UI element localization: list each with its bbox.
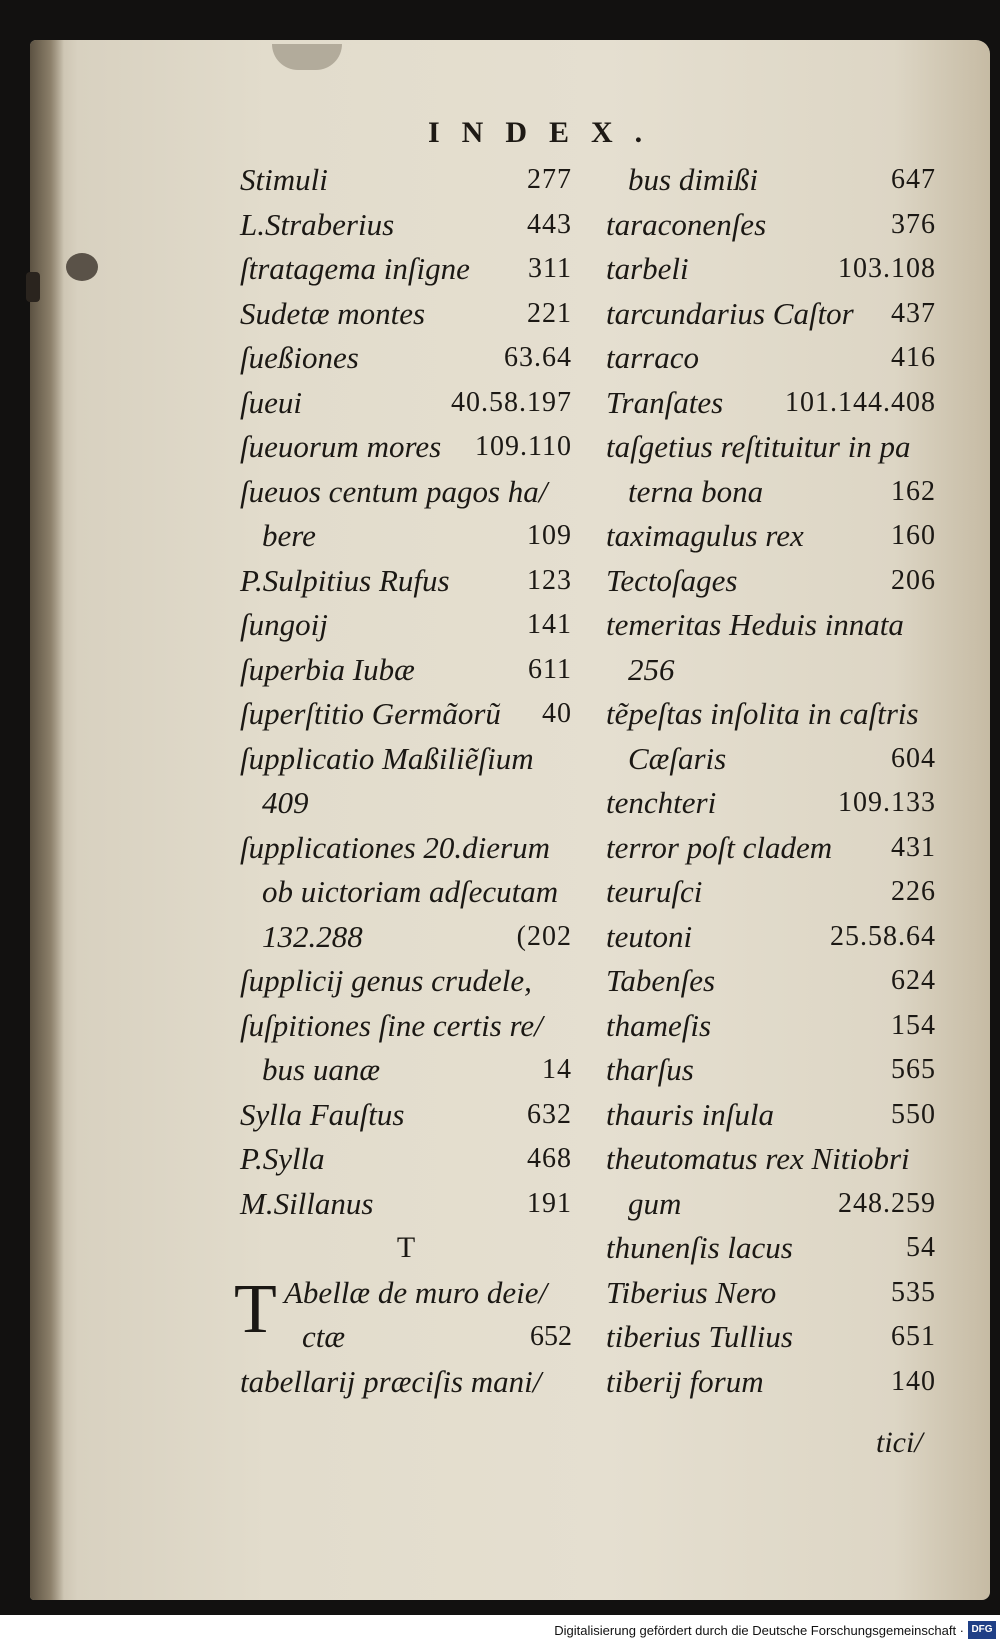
- page-reference: 109: [527, 520, 572, 551]
- index-entry: [240, 1137, 572, 1182]
- page-reference: 162: [891, 475, 936, 507]
- index-term: 256: [628, 651, 675, 687]
- index-term: teuruſci: [606, 874, 703, 909]
- index-entry: [606, 1004, 936, 1049]
- page-reference: 535: [891, 1276, 936, 1308]
- page-reference: 206: [891, 564, 936, 596]
- index-term: ſtratagema inſigne: [240, 251, 470, 286]
- index-entry: [606, 1048, 936, 1093]
- footer-credit: Digitalisierung gefördert durch die Deutsche Forschungsgemeinschaft ·: [554, 1623, 964, 1638]
- ink-spot: [66, 253, 98, 281]
- index-term: ſupplicij genus crudele,: [240, 963, 532, 998]
- page-reference: 651: [891, 1321, 936, 1352]
- index-term: thameſis: [606, 1007, 712, 1043]
- index-term: ſuperbia Iubæ: [240, 651, 415, 687]
- index-term: ſueßiones: [240, 340, 359, 375]
- index-entry: [606, 781, 936, 826]
- index-entry: [240, 1004, 572, 1049]
- index-term: L.Straberius: [240, 206, 395, 242]
- index-entry: [606, 203, 936, 248]
- index-column-right: [606, 158, 936, 1404]
- index-term: taximagulus rex: [606, 518, 804, 553]
- page-reference: 40: [542, 698, 572, 729]
- index-term: ob uictoriam adſecutam: [262, 874, 559, 909]
- index-term: taſgetius reſtituitur in pa: [606, 429, 911, 464]
- index-term: terror poſt cladem: [606, 829, 833, 865]
- index-term: T: [396, 1231, 416, 1264]
- index-entry: [606, 959, 936, 1004]
- index-term: thauris inſula: [606, 1096, 774, 1132]
- index-term: tarraco: [606, 340, 699, 375]
- index-entry: [240, 470, 572, 515]
- page-reference: 221: [527, 297, 572, 329]
- index-entry: [240, 959, 572, 1004]
- index-term: 132.288: [262, 918, 363, 954]
- page-reference: 25.58.64: [830, 920, 936, 952]
- index-term: terna bona: [628, 473, 764, 509]
- catchword: tici/: [876, 1426, 923, 1459]
- index-term: tẽpeſtas inſolita in caſtris: [606, 696, 919, 731]
- index-term: Sylla Fauſtus: [240, 1096, 405, 1132]
- index-entry: [240, 292, 572, 337]
- index-term: tarbeli: [606, 251, 689, 286]
- index-column-left: [234, 158, 572, 1404]
- dfg-logo-icon: DFG: [968, 1621, 996, 1639]
- index-entry: [240, 603, 572, 648]
- index-term: ctæ: [302, 1319, 346, 1354]
- page-reference: 624: [891, 965, 936, 996]
- index-entry: [606, 1093, 936, 1138]
- page-reference: 376: [891, 208, 936, 240]
- page-reference: 565: [891, 1054, 936, 1085]
- page-reference: 652: [530, 1321, 572, 1352]
- index-term: tabellarij præciſis mani/: [240, 1363, 542, 1399]
- page-reference: 14: [542, 1054, 572, 1085]
- page-reference: 40.58.197: [451, 386, 572, 418]
- page-reference: 101.144.408: [785, 386, 936, 418]
- page-reference: 54: [906, 1232, 936, 1263]
- page-reference: 604: [891, 742, 936, 774]
- page-reference: 431: [891, 831, 936, 863]
- index-entry: [606, 247, 936, 292]
- page-reference: 191: [527, 1187, 572, 1219]
- index-term: ſuſpitiones ſine certis re/: [240, 1007, 543, 1043]
- footer-bar: [0, 1615, 1000, 1649]
- index-term: tharſus: [606, 1052, 694, 1087]
- index-entry: [606, 1271, 936, 1316]
- page-reference: (202: [516, 920, 572, 952]
- index-term: Cæſaris: [628, 740, 727, 776]
- index-entry: [240, 514, 572, 559]
- index-entry: [606, 158, 936, 203]
- index-term: tarcundarius Caſtor: [606, 295, 854, 331]
- index-term: tenchteri: [606, 785, 717, 820]
- page-reference: 611: [528, 653, 572, 685]
- index-entry: [240, 870, 572, 915]
- index-entry: [240, 1360, 572, 1405]
- index-term: Sudetæ montes: [240, 295, 426, 331]
- page-reference: 468: [527, 1143, 572, 1174]
- index-term: Abellæ de muro deie/: [284, 1274, 548, 1310]
- index-term: bus dimißi: [628, 162, 759, 197]
- index-term: ſueuorum mores: [240, 429, 442, 464]
- ink-spot: [26, 272, 40, 302]
- index-term: ſueuos centum pagos ha/: [240, 473, 548, 509]
- index-term: Tabenſes: [606, 963, 716, 998]
- index-term: ſuperſtitio Germãorũ: [240, 696, 501, 731]
- drop-cap-initial: T: [234, 1270, 277, 1348]
- page-reference: 311: [528, 253, 572, 284]
- index-entry: [606, 603, 936, 648]
- index-entry: [606, 915, 936, 960]
- index-entry: [240, 247, 572, 292]
- index-term: gum: [628, 1185, 682, 1221]
- page-reference: 140: [891, 1365, 936, 1397]
- index-term: P.Sylla: [240, 1141, 325, 1176]
- index-term: Stimuli: [240, 162, 328, 197]
- index-entry: [240, 692, 572, 737]
- index-term: Tectoſages: [606, 562, 738, 598]
- index-entry: [606, 648, 936, 693]
- page-reference: 160: [891, 520, 936, 551]
- dropcap-entry: [234, 1270, 572, 1360]
- index-entry: [606, 425, 936, 470]
- index-term: Tiberius Nero: [606, 1274, 777, 1310]
- index-term: ſueui: [240, 384, 302, 420]
- index-entry: [240, 158, 572, 203]
- index-entry: [240, 425, 572, 470]
- index-entry: [240, 1182, 572, 1227]
- index-entry: [606, 1360, 936, 1405]
- index-entry: [240, 559, 572, 604]
- index-term: teutoni: [606, 918, 693, 954]
- index-entry: [606, 1315, 936, 1360]
- index-entry: [240, 648, 572, 693]
- index-entry: [606, 292, 936, 337]
- page-reference: 248.259: [838, 1187, 936, 1219]
- page-reference: 226: [891, 876, 936, 907]
- index-term: bus uanæ: [262, 1052, 380, 1087]
- index-term: tiberius Tullius: [606, 1319, 793, 1354]
- index-term: taraconenſes: [606, 206, 767, 242]
- index-term: ſupplicatio Maßiliẽſium: [240, 740, 534, 776]
- index-term: temeritas Heduis innata: [606, 607, 904, 642]
- index-entry: [240, 1226, 572, 1271]
- index-entry: [606, 1226, 936, 1271]
- index-entry: [606, 826, 936, 871]
- page-reference: 277: [527, 164, 572, 195]
- page-reference: 443: [527, 208, 572, 240]
- page-reference: 632: [527, 1098, 572, 1130]
- index-term: M.Sillanus: [240, 1185, 374, 1221]
- index-entry: [240, 381, 572, 426]
- page-reference: 416: [891, 342, 936, 373]
- page-reference: 647: [891, 164, 936, 195]
- index-term: ſupplicationes 20.dierum: [240, 829, 550, 865]
- index-entry: [606, 381, 936, 426]
- page-reference: 103.108: [838, 253, 936, 284]
- index-entry: [606, 470, 936, 515]
- index-entry: [606, 870, 936, 915]
- index-term: bere: [262, 518, 316, 553]
- page-header: INDEX.: [428, 116, 665, 149]
- index-entry: [240, 1093, 572, 1138]
- page-reference: 63.64: [504, 342, 572, 373]
- index-entry: [606, 559, 936, 604]
- index-term: thunenſis lacus: [606, 1230, 793, 1265]
- index-term: theutomatus rex Nitiobri: [606, 1141, 910, 1176]
- index-entry: [606, 514, 936, 559]
- index-entry: [240, 1048, 572, 1093]
- index-entry: [606, 1182, 936, 1227]
- index-entry: [240, 781, 572, 826]
- index-entry: [606, 336, 936, 381]
- index-term: 409: [262, 785, 309, 820]
- index-entry: [240, 737, 572, 782]
- page-reference: 109.133: [838, 787, 936, 818]
- page-reference: 141: [527, 609, 572, 640]
- index-entry: [606, 1137, 936, 1182]
- index-term: tiberij forum: [606, 1363, 764, 1399]
- index-entry: [606, 692, 936, 737]
- index-entry: [240, 826, 572, 871]
- page-reference: 154: [891, 1009, 936, 1041]
- index-entry: [240, 203, 572, 248]
- page-reference: 550: [891, 1098, 936, 1130]
- index-term: ſungoij: [240, 607, 328, 642]
- index-term: Tranſates: [606, 384, 724, 420]
- index-entry: [240, 336, 572, 381]
- index-entry: [606, 737, 936, 782]
- index-entry: [240, 915, 572, 960]
- page-reference: 123: [527, 564, 572, 596]
- page-reference: 437: [891, 297, 936, 329]
- index-term: P.Sulpitius Rufus: [240, 562, 450, 598]
- page-reference: 109.110: [475, 431, 572, 462]
